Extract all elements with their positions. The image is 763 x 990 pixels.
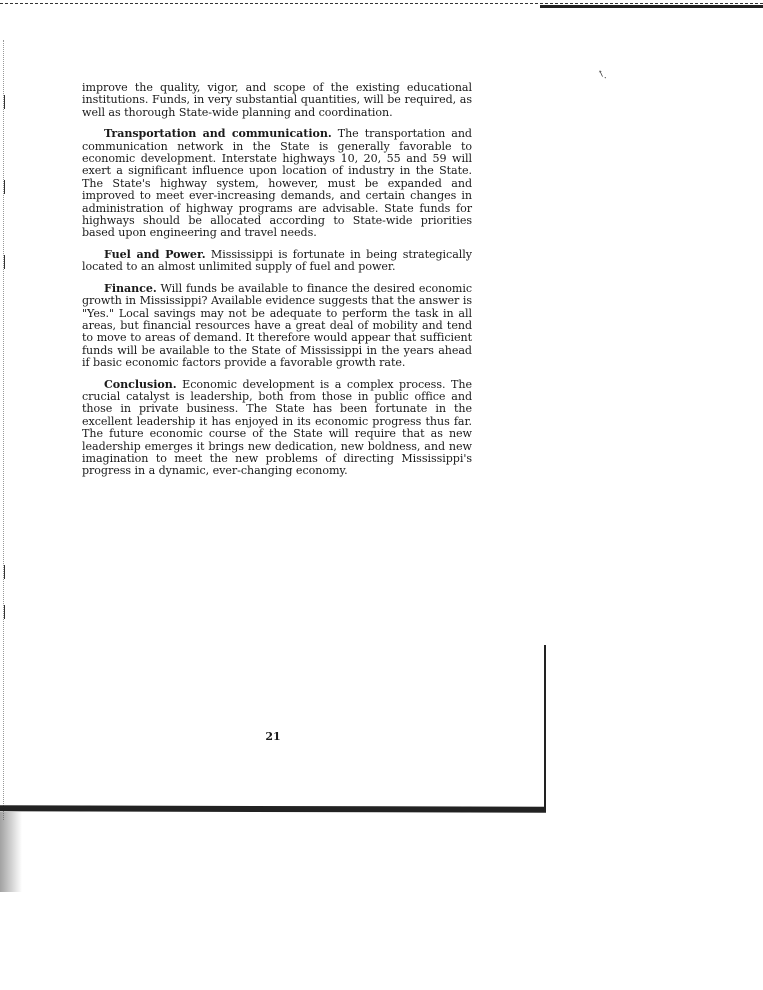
scan-top-bar bbox=[540, 5, 763, 8]
document-body bbox=[82, 82, 472, 487]
paragraph-education-continued bbox=[82, 82, 472, 119]
paragraph-text: The transportation and communication network in the State is generally favorable to economic development. Interstate highways 10, 20, 55 and 59 will exert a significant influence upon location of industry in the State. The State's highway system, however, must be expanded and improved to meet ever-increasing demands, and certain changes in administration of highway programs are advisable. State funds for highways should be allocated according to State-wide priorities based upon engineering and travel needs. bbox=[82, 127, 472, 240]
scan-left-tick bbox=[4, 255, 8, 269]
paragraph-fuel-power bbox=[82, 249, 472, 274]
scan-left-tick bbox=[4, 565, 8, 579]
paragraph-heading: Transportation and communication. bbox=[104, 127, 332, 141]
paragraph-heading: Conclusion. bbox=[104, 377, 177, 391]
scan-smudge bbox=[0, 812, 22, 892]
paragraph-heading: Finance. bbox=[104, 281, 157, 295]
scan-mark: ↖. bbox=[595, 68, 609, 82]
paragraph-text: improve the quality, vigor, and scope of the existing educational institutions. Funds, in very substantial quantities, will be required, as well as thorough State-wide planning and coordination. bbox=[82, 81, 472, 119]
paragraph-text: Mississippi is fortunate in being strategically located to an almost unlimited supply of fuel and power. bbox=[82, 247, 473, 274]
scan-left-tick bbox=[4, 95, 8, 109]
scan-left-tick bbox=[4, 605, 8, 619]
scan-top-border bbox=[0, 3, 763, 4]
paragraph-text: Economic development is a complex process. The crucial catalyst is leadership, both from those in public office and those in private business. The State has been fortunate in the excellent leadership it has enjoyed in its economic progress thus far. The future economic course of the State will require that as new leadership emerges it brings new dedication, new boldness, and new imagination to meet the new problems of directing Mississippi's progress in a dynamic, ever-changing economy. bbox=[82, 377, 472, 478]
paragraph-finance bbox=[82, 283, 472, 370]
page-edge-right bbox=[544, 645, 546, 810]
paragraph-transportation bbox=[82, 128, 472, 240]
paragraph-text: Will funds be available to finance the desired economic growth in Mississippi? Available evidence suggests that the answer is "Yes." Local savings may not be adequate to perform the task in all areas, but financial resources have a great deal of mobility and tend to move to areas of demand. It therefore would appear that sufficient funds will be available to the State of Mississippi in the years ahead if basic economic factors provide a favorable growth rate. bbox=[82, 281, 472, 370]
scan-left-tick bbox=[4, 180, 8, 194]
page-edge-bottom bbox=[0, 805, 546, 812]
paragraph-heading: Fuel and Power. bbox=[104, 247, 206, 261]
page-number: 21 bbox=[265, 730, 281, 743]
paragraph-conclusion bbox=[82, 379, 472, 478]
scan-left-edge bbox=[3, 40, 4, 820]
